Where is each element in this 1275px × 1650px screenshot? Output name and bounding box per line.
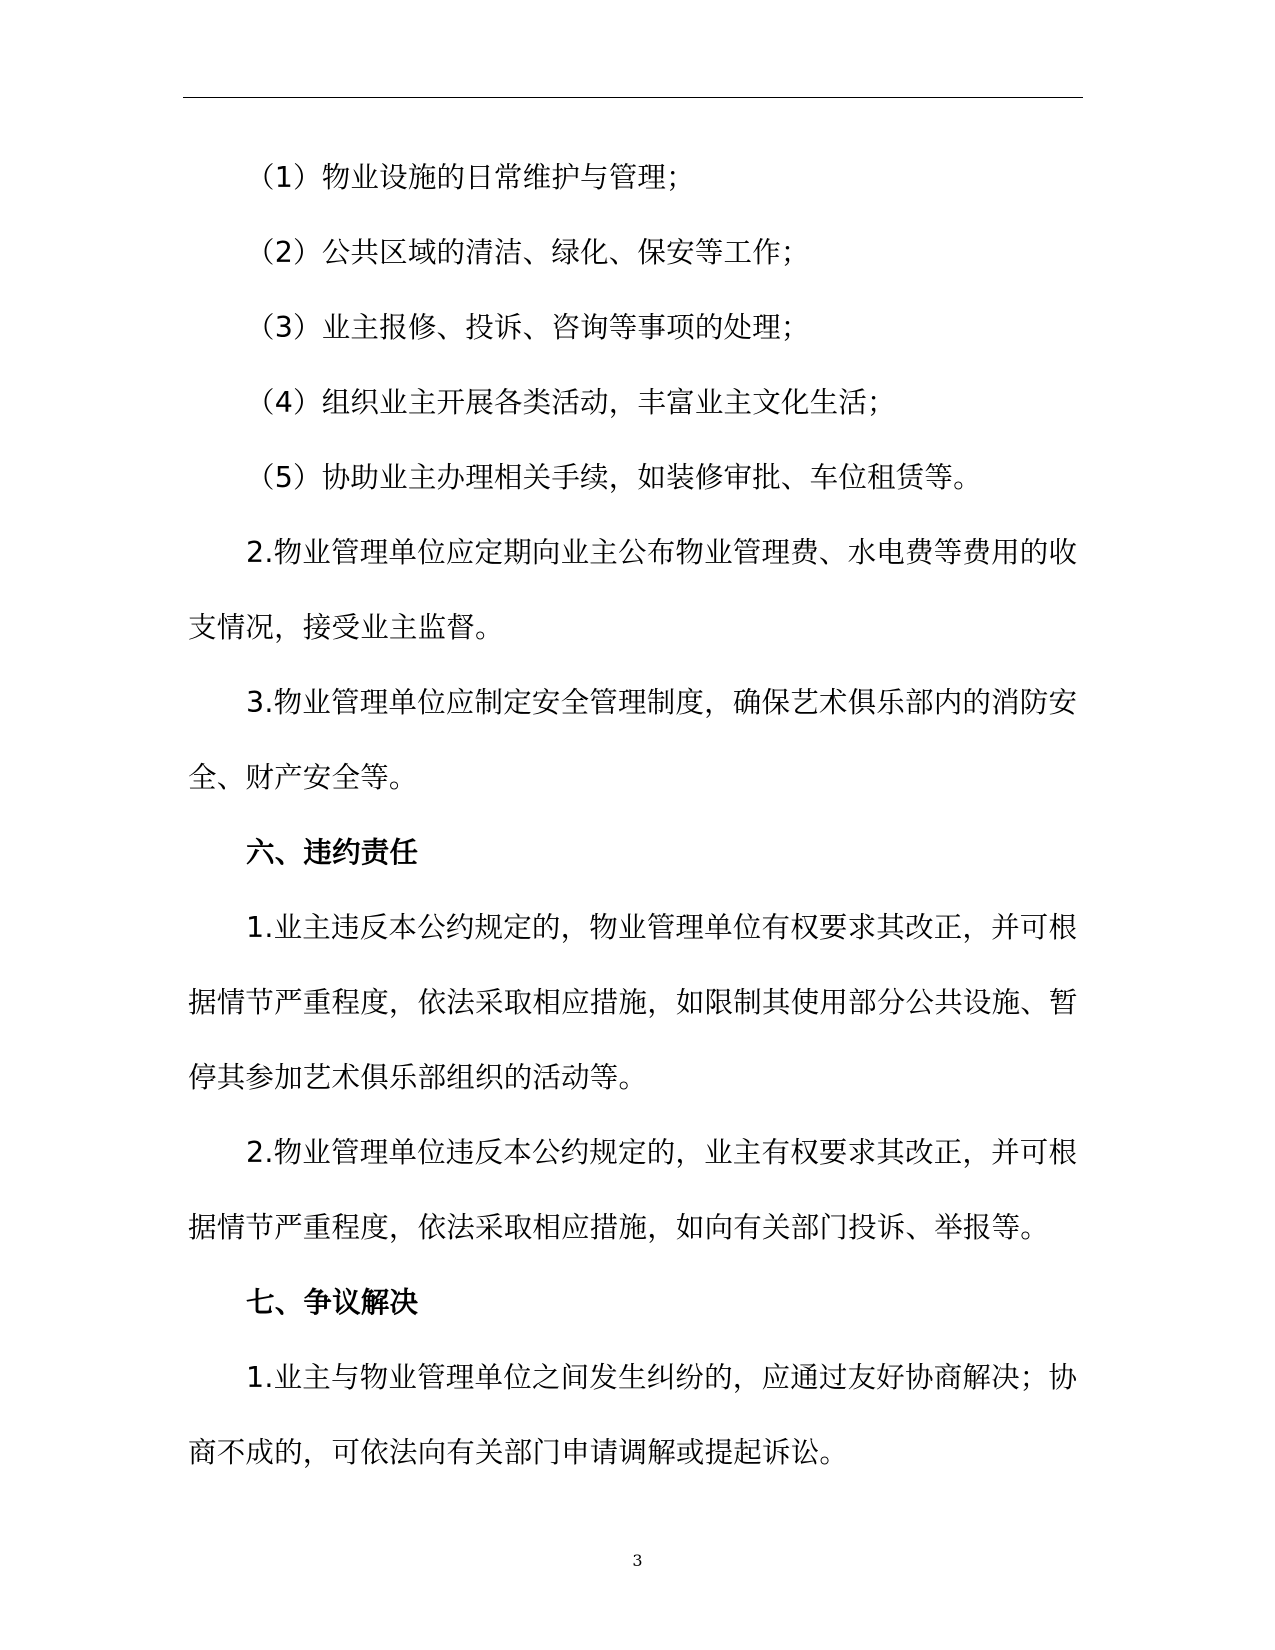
list-item: （1）物业设施的日常维护与管理； bbox=[246, 161, 695, 194]
document-body bbox=[188, 140, 1093, 1490]
clause-paragraph: 2.物业管理单位应定期向业主公布物业管理费、水电费等费用的收支情况，接受业主监督。 bbox=[188, 536, 1078, 644]
section-heading: 六、违约责任 bbox=[246, 836, 419, 869]
clause-paragraph: 1.业主违反本公约规定的，物业管理单位有权要求其改正，并可根据情节严重程度，依法采取相应措施，如限制其使用部分公共设施、暂停其参加艺术俱乐部组织的活动等。 bbox=[188, 911, 1078, 1094]
page-number: 3 bbox=[632, 1551, 643, 1570]
clause-paragraph: 1.业主与物业管理单位之间发生纠纷的，应通过友好协商解决；协商不成的，可依法向有关部门申请调解或提起诉讼。 bbox=[188, 1361, 1078, 1469]
clause-paragraph: 2.物业管理单位违反本公约规定的，业主有权要求其改正，并可根据情节严重程度，依法采取相应措施，如向有关部门投诉、举报等。 bbox=[188, 1136, 1078, 1244]
list-item: （5）协助业主办理相关手续，如装修审批、车位租赁等。 bbox=[246, 461, 982, 494]
header-rule bbox=[183, 97, 1083, 98]
list-item: （3）业主报修、投诉、咨询等事项的处理； bbox=[246, 311, 810, 344]
list-item: （4）组织业主开展各类活动，丰富业主文化生活； bbox=[246, 386, 896, 419]
clause-paragraph: 3.物业管理单位应制定安全管理制度，确保艺术俱乐部内的消防安全、财产安全等。 bbox=[188, 686, 1078, 794]
list-item: （2）公共区域的清洁、绿化、保安等工作； bbox=[246, 236, 810, 269]
section-heading: 七、争议解决 bbox=[246, 1286, 419, 1319]
